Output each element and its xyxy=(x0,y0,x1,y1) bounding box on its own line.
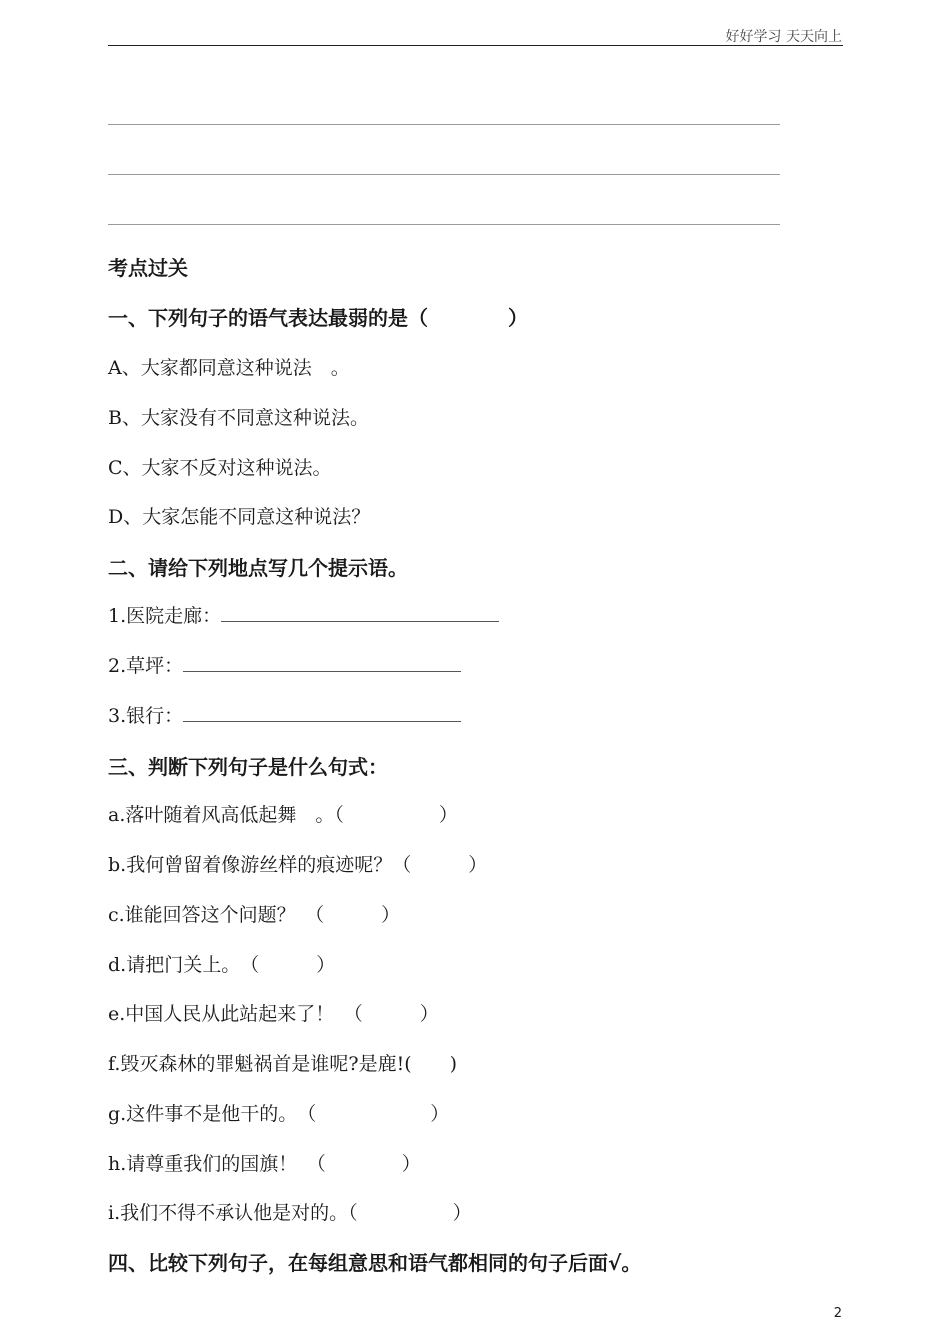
question-2-item-2-label: 2.草坪： xyxy=(108,655,184,677)
answer-line-3 xyxy=(108,224,780,225)
question-2-item-3-blank[interactable] xyxy=(183,703,461,722)
section-title: 考点过关 xyxy=(108,256,188,280)
question-2-item-2 xyxy=(108,651,461,678)
question-1-option-b: B、大家没有不同意这种说法。 xyxy=(108,407,369,429)
page-number: 2 xyxy=(833,1306,842,1321)
question-3-item-f: f.毁灭森林的罪魁祸首是谁呢?是鹿!( ) xyxy=(108,1053,458,1075)
question-3-item-c: c.谁能回答这个问题？ （ ） xyxy=(108,904,401,926)
question-2-title: 二、请给下列地点写几个提示语。 xyxy=(108,556,408,580)
question-3-item-h: h.请尊重我们的国旗！ （ ） xyxy=(108,1153,421,1175)
question-1-option-c: C、大家不反对这种说法。 xyxy=(108,457,332,479)
header-divider xyxy=(108,45,843,46)
answer-line-1 xyxy=(108,124,780,125)
question-2-item-2-blank[interactable] xyxy=(183,653,461,672)
question-3-item-d: d.请把门关上。 （ ） xyxy=(108,954,336,976)
question-3-item-i: i.我们不得不承认他是对的。（ ） xyxy=(108,1202,472,1224)
question-3-title: 三、判断下列句子是什么句式： xyxy=(108,755,388,779)
question-4-title: 四、比较下列句子，在每组意思和语气都相同的句子后面√。 xyxy=(108,1251,642,1275)
question-2-item-1-label: 1.医院走廊： xyxy=(108,605,222,627)
question-1-option-d: D、大家怎能不同意这种说法？ xyxy=(108,506,371,528)
question-3-item-e: e.中国人民从此站起来了！ （ ） xyxy=(108,1003,439,1025)
header-motto: 好好学习 天天向上 xyxy=(725,29,842,45)
question-1-option-a: A、大家都同意这种说法 。 xyxy=(108,357,350,379)
question-2-item-3-label: 3.银行： xyxy=(108,705,184,727)
question-1-title: 一、下列句子的语气表达最弱的是（ ） xyxy=(108,306,528,330)
question-3-item-g: g.这件事不是他干的。 （ ） xyxy=(108,1103,450,1125)
question-2-item-1-blank[interactable] xyxy=(221,603,499,622)
question-2-item-3 xyxy=(108,701,461,728)
question-3-item-b: b.我何曾留着像游丝样的痕迹呢？（ ） xyxy=(108,854,488,876)
question-2-item-1 xyxy=(108,601,499,628)
answer-line-2 xyxy=(108,174,780,175)
question-3-item-a: a.落叶随着风高低起舞 。（ ） xyxy=(108,804,458,826)
